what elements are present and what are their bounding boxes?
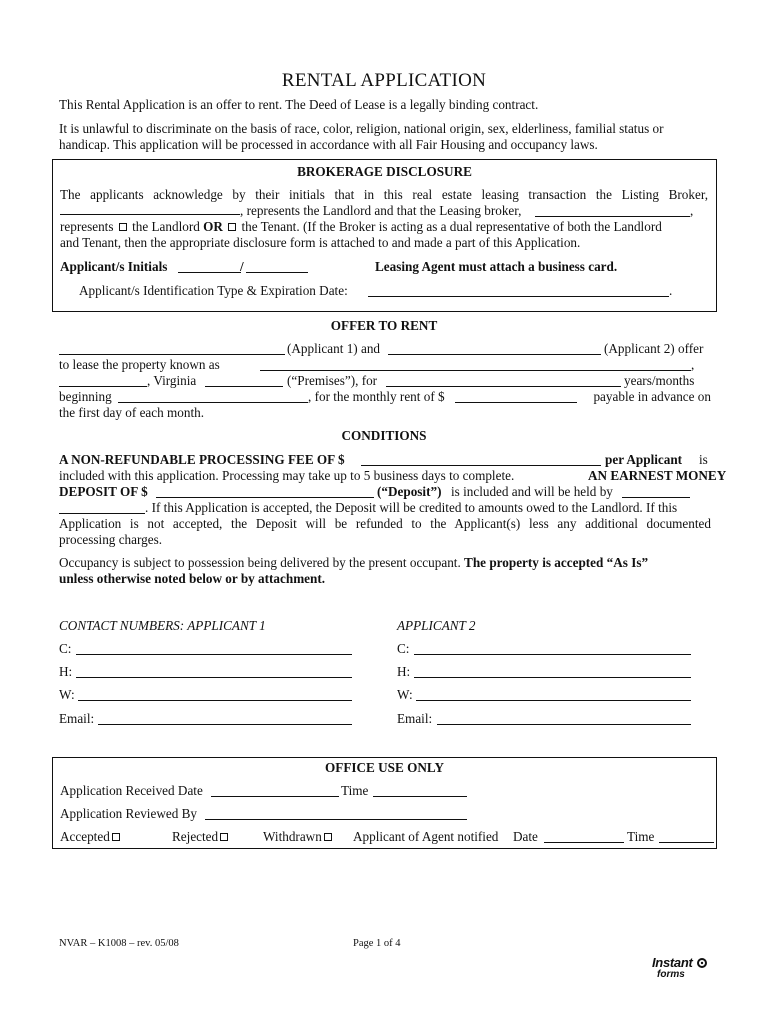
processing-fee-field[interactable] — [361, 465, 601, 466]
initials-field-1[interactable] — [178, 272, 241, 273]
notified-date-field[interactable] — [544, 842, 624, 843]
rejected-option[interactable] — [172, 829, 230, 845]
applicant-1-email-field[interactable] — [98, 724, 352, 725]
beginning-label: beginning — [59, 389, 112, 404]
premises-label: (“Premises”), for — [287, 373, 378, 388]
property-comma: , — [691, 357, 695, 372]
accepted-checkbox[interactable] — [112, 833, 120, 841]
initials-separator: / — [240, 259, 244, 274]
intro-paragraph-2: It is unlawful to discriminate on the basis of race, color, religion, national origin, sex, elderliness, familial status or handicap. This application will be processed in accordance with all Fair Housing and occupancy laws. — [59, 121, 664, 152]
applicant-1-home-field[interactable] — [76, 677, 352, 678]
brokerage-line-2 — [60, 203, 521, 219]
form-code: NVAR – K1008 – rev. 05/08 — [59, 938, 179, 949]
page-number: Page 1 of 4 — [353, 938, 401, 949]
lease-property-label: to lease the property known as — [59, 357, 220, 372]
offer-heading: OFFER TO RENT — [330, 318, 438, 333]
landlord-text: the Landlord — [132, 219, 200, 234]
applicant-1-work-label: W: — [59, 687, 75, 702]
applicant-2-work-label: W: — [397, 687, 413, 702]
included-text: included with this application. Processing may take up to 5 business days to complete. — [59, 468, 515, 483]
withdrawn-checkbox[interactable] — [324, 833, 332, 841]
agent-business-card-note: Leasing Agent must attach a business card. — [375, 259, 618, 274]
earnest-money-label: AN EARNEST MONEY — [588, 468, 727, 483]
applicant-2-label: (Applicant 2) offer — [604, 341, 704, 356]
rejected-label: Rejected — [172, 829, 219, 844]
office-use-box — [52, 757, 717, 849]
applicant-2-email-field[interactable] — [437, 724, 691, 725]
deposit-label: DEPOSIT OF $ — [59, 484, 148, 499]
contact-applicant-2-heading: APPLICANT 2 — [397, 618, 476, 633]
received-date-field[interactable] — [211, 796, 339, 797]
years-months-label: years/months — [624, 373, 695, 388]
virginia-label: , Virginia — [147, 373, 197, 388]
applicant-1-name-field[interactable] — [59, 354, 285, 355]
contact-applicant-1-heading: CONTACT NUMBERS: APPLICANT 1 — [59, 618, 266, 633]
withdrawn-label: Withdrawn — [263, 829, 322, 844]
per-applicant-label: per Applicant — [605, 452, 683, 467]
page-title: RENTAL APPLICATION — [281, 70, 487, 91]
logo-gear-icon — [695, 957, 709, 969]
held-by-field-continued[interactable] — [59, 513, 145, 514]
applicant-1-cell-field[interactable] — [76, 654, 352, 655]
accepted-option[interactable] — [60, 829, 122, 845]
withdrawn-option[interactable] — [263, 829, 334, 845]
id-type-end: . — [669, 283, 673, 298]
id-type-field[interactable] — [368, 296, 669, 297]
applicant-2-home-label: H: — [397, 664, 411, 679]
intro-paragraph-1: This Rental Application is an offer to rent. The Deed of Lease is a legally binding contract. — [59, 97, 539, 112]
payable-label: payable in advance on — [593, 389, 711, 404]
processing-fee-label: A NON-REFUNDABLE PROCESSING FEE OF $ — [59, 452, 345, 467]
deposit-name: (“Deposit”) — [377, 484, 442, 499]
property-address-field[interactable] — [260, 370, 691, 371]
monthly-rent-label: , for the monthly rent of $ — [308, 389, 445, 404]
tenant-checkbox[interactable] — [228, 223, 236, 231]
unless-noted-text: unless otherwise noted below or by attachment. — [59, 571, 326, 586]
monthly-rent-field[interactable] — [455, 402, 577, 403]
occupancy-plain: Occupancy is subject to possession being delivered by the present occupant. — [59, 555, 461, 570]
received-date-label: Application Received Date — [60, 783, 203, 798]
applicant-2-name-field[interactable] — [388, 354, 601, 355]
applicant-1-email-label: Email: — [59, 711, 95, 726]
applicant-2-work-field[interactable] — [416, 700, 691, 701]
notified-time-field[interactable] — [659, 842, 714, 843]
initials-field-2[interactable] — [246, 272, 308, 273]
brokerage-line-2-text: , represents the Landlord and that the Leasing broker, — [240, 203, 522, 218]
held-by-label: is included and will be held by — [451, 484, 613, 499]
applicant-2-cell-field[interactable] — [414, 654, 691, 655]
is-label: is — [699, 452, 708, 467]
as-is-text: The property is accepted “As Is” — [464, 555, 649, 570]
landlord-checkbox[interactable] — [119, 223, 127, 231]
brokerage-comma: , — [690, 203, 694, 218]
reviewed-by-field[interactable] — [205, 819, 467, 820]
notified-date-label: Date — [513, 829, 538, 844]
begin-date-field[interactable] — [118, 402, 308, 403]
listing-broker-field[interactable] — [60, 203, 240, 215]
reviewed-by-label: Application Reviewed By — [60, 806, 197, 821]
rejected-checkbox[interactable] — [220, 833, 228, 841]
term-field[interactable] — [386, 386, 621, 387]
initials-label: Applicant/s Initials — [60, 259, 168, 274]
notified-time-label: Time — [627, 829, 655, 844]
brokerage-line-1: The applicants acknowledge by their initials that in this real estate leasing transaction the Listing Broker, — [60, 187, 708, 202]
office-use-heading: OFFICE USE ONLY — [325, 760, 444, 775]
applicant-2-cell-label: C: — [397, 641, 410, 656]
represents-text: represents — [60, 219, 114, 234]
brokerage-disclosure-box — [52, 159, 717, 312]
brokerage-line-4: and Tenant, then the appropriate disclosure form is attached to and made a part of this Application. — [60, 235, 581, 250]
processing-charges-text: processing charges. — [59, 532, 163, 547]
deposit-refunded-text: Application is not accepted, the Deposit will be refunded to the Applicant(s) less any additional documented — [59, 516, 711, 531]
leasing-broker-field[interactable] — [535, 216, 690, 217]
instant-forms-logo — [648, 955, 728, 985]
id-type-label: Applicant/s Identification Type & Expiration Date: — [79, 283, 348, 298]
zip-field[interactable] — [205, 386, 283, 387]
received-time-label: Time — [341, 783, 369, 798]
brokerage-heading: BROKERAGE DISCLOSURE — [297, 164, 472, 179]
accepted-label: Accepted — [60, 829, 110, 844]
logo-bottom-text: forms — [657, 969, 685, 980]
held-by-field[interactable] — [622, 497, 690, 498]
deposit-credited-text: . If this Application is accepted, the Deposit will be credited to amounts owed to the Landlord. If this — [145, 500, 678, 515]
conditions-heading: CONDITIONS — [341, 428, 427, 443]
applicant-2-home-field[interactable] — [414, 677, 691, 678]
or-text: OR — [203, 219, 223, 234]
city-field[interactable] — [59, 386, 147, 387]
applicant-2-email-label: Email: — [397, 711, 433, 726]
brokerage-line-3 — [60, 219, 662, 235]
agent-notified-label: Applicant of Agent notified — [353, 829, 499, 844]
applicant-1-label: (Applicant 1) and — [287, 341, 381, 356]
occupancy-text — [59, 555, 648, 571]
tenant-text: the Tenant. (If the Broker is acting as a dual representative of both the Landlord — [241, 219, 662, 234]
applicant-1-cell-label: C: — [59, 641, 72, 656]
first-day-label: the first day of each month. — [59, 405, 205, 420]
deposit-amount-field[interactable] — [156, 497, 374, 498]
logo-top-text: Instant — [652, 955, 693, 970]
applicant-1-home-label: H: — [59, 664, 73, 679]
received-time-field[interactable] — [373, 796, 467, 797]
applicant-1-work-field[interactable] — [78, 700, 352, 701]
